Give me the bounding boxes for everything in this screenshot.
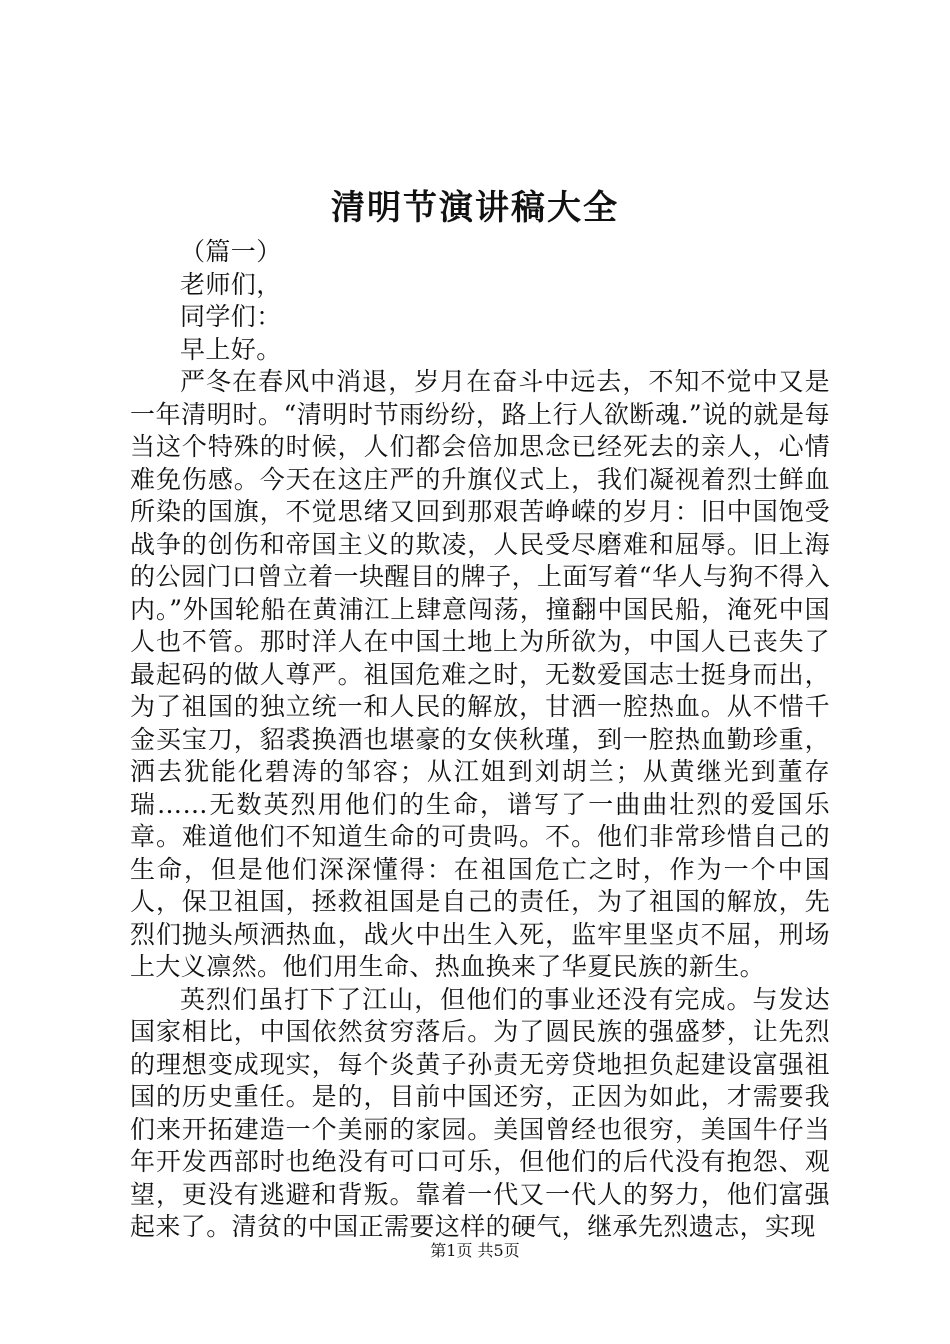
document-body xyxy=(130,236,830,1244)
paragraph: 严冬在春风中消退，岁月在奋斗中远去，不知不觉中又是一年清明时。“清明时节雨纷纷，路上行人欲断魂.”说的就是每当这个特殊的时候，人们都会倍加思念已经死去的亲人，心情难免伤感。今天在这庄严的升旗仪式上，我们凝视着烈士鲜血所染的国旗，不觉思绪又回到那艰苦峥嵘的岁月：旧中国饱受战争的创伤和帝国主义的欺凌，人民受尽磨难和屈辱。旧上海的公园门口曾立着一块醒目的牌子，上面写着“华人与狗不得入内。”外国轮船在黄浦江上肆意闯荡，撞翻中国民船，淹死中国人也不管。那时洋人在中国土地上为所欲为，中国人已丧失了最起码的做人尊严。祖国危难之时，无数爱国志士挺身而出，为了祖国的独立统一和人民的解放，甘洒一腔热血。从不惜千金买宝刀，貂裘换酒也堪豪的女侠秋瑾，到一腔热血勤珍重，洒去犹能化碧涛的邹容；从江姐到刘胡兰；从黄继光到董存瑞……无数英烈用他们的生命，谱写了一曲曲壮烈的爱国乐章。难道他们不知道生命的可贵吗。不。他们非常珍惜自己的生命，但是他们深深懂得：在祖国危亡之时，作为一个中国人，保卫祖国，拯救祖国是自己的责任，为了祖国的解放，先烈们抛头颅洒热血，战火中出生入死，监牢里坚贞不屈，刑场上大义凛然。他们用生命、热血换来了华夏民族的新生。 xyxy=(130,367,830,981)
greeting: 早上好。 xyxy=(180,334,282,364)
salutation-students: 同学们： xyxy=(180,302,282,331)
paragraph: 英烈们虽打下了江山，但他们的事业还没有完成。与发达国家相比，中国依然贫穷落后。为了圆民族的强盛梦，让先烈的理想变成现实，每个炎黄子孙责无旁贷地担负起建设富强祖国的历史重任。是的，目前中国还穷，正因为如此，才需要我们来开拓建造一个美丽的家园。美国曾经也很穷，美国牛仔当年开发西部时也绝没有可口可乐，但他们的后代没有抱怨、观望，更没有逃避和背叛。靠着一代又一代人的努力，他们富强起来了。清贫的中国正需要这样的硬气，继承先烈遗志，实现 xyxy=(130,984,830,1241)
page-number-footer: 第1页 共5页 xyxy=(430,1241,520,1260)
salutation-teachers: 老师们， xyxy=(180,269,282,299)
section-label: （篇一） xyxy=(180,237,282,266)
document-title: 清明节演讲稿大全 xyxy=(331,188,619,228)
